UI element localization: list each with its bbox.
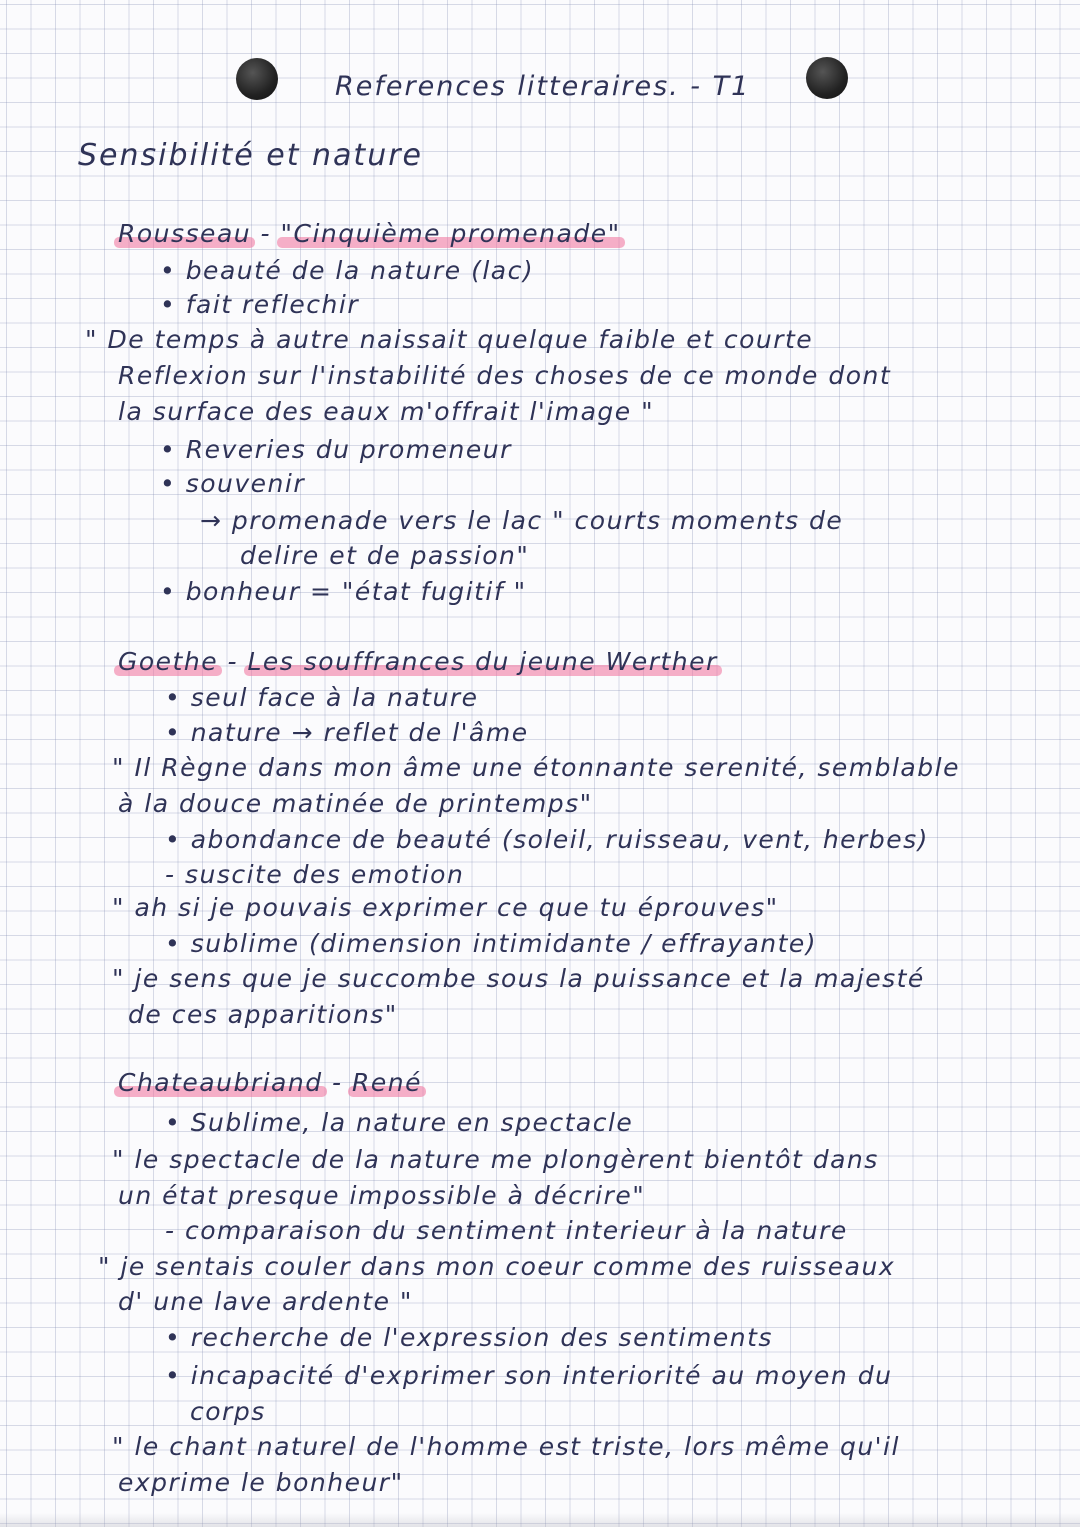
- quote-line: Reflexion sur l'instabilité des choses de ce monde dont: [118, 361, 892, 390]
- note-line: • abondance de beauté (soleil, ruisseau, vent, herbes): [165, 825, 929, 854]
- quote-line: " De temps à autre naissait quelque faible et courte: [85, 325, 814, 354]
- note-line: • souvenir: [160, 469, 306, 498]
- note-line: • Reveries du promeneur: [160, 435, 512, 464]
- note-line: - suscite des emotion: [165, 860, 465, 889]
- binder-hole-left: [236, 58, 278, 100]
- page-edge: [0, 1513, 1080, 1527]
- note-line: • Sublime, la nature en spectacle: [165, 1108, 634, 1137]
- section-heading: Sensibilité et nature: [78, 138, 424, 173]
- quote-line: " le chant naturel de l'homme est triste, lors même qu'il: [112, 1432, 900, 1461]
- quote-line: " je sens que je succombe sous la puissance et la majesté: [112, 964, 925, 993]
- note-line: • beauté de la nature (lac): [160, 256, 535, 285]
- note-line: • recherche de l'expression des sentiments: [165, 1323, 773, 1352]
- work-title: René: [352, 1068, 423, 1097]
- author-name: Chateaubriand: [118, 1068, 323, 1097]
- reference-title-chateaubriand: [118, 1068, 422, 1098]
- reference-title-goethe: [118, 647, 718, 677]
- quote-line: d' une lave ardente ": [118, 1287, 413, 1316]
- quote-line: un état presque impossible à décrire": [118, 1181, 646, 1210]
- note-line: delire et de passion": [240, 541, 530, 570]
- author-name: Goethe: [118, 647, 219, 676]
- author-name: Rousseau: [118, 219, 252, 248]
- note-line: - comparaison du sentiment interieur à la nature: [165, 1216, 848, 1245]
- note-line: • fait reflechir: [160, 290, 360, 319]
- quote-line: " Il Règne dans mon âme une étonnante serenité, semblable: [112, 753, 960, 782]
- note-line: • incapacité d'exprimer son interiorité au moyen du: [165, 1361, 893, 1390]
- quote-line: de ces apparitions": [128, 1000, 398, 1029]
- note-line: • sublime (dimension intimidante / effrayante): [165, 929, 818, 958]
- quote-line: à la douce matinée de printemps": [118, 789, 593, 818]
- reference-title-rousseau: [118, 219, 621, 249]
- title-separator: -: [322, 1068, 353, 1097]
- title-separator: -: [218, 647, 248, 676]
- quote-line: la surface des eaux m'offrait l'image ": [118, 397, 655, 426]
- quote-line: exprime le bonheur": [118, 1468, 404, 1497]
- work-title: Les souffrances du jeune Werther: [247, 647, 718, 676]
- note-line: • bonheur = "état fugitif ": [160, 577, 527, 606]
- note-line: → promenade vers le lac " courts moments de: [200, 506, 844, 535]
- page-title: References litteraires. - T1: [335, 71, 751, 102]
- binder-hole-right: [806, 57, 848, 99]
- note-line: • seul face à la nature: [165, 683, 479, 712]
- note-line: corps: [190, 1397, 266, 1426]
- note-line: • nature → reflet de l'âme: [165, 718, 529, 747]
- quote-line: " le spectacle de la nature me plongèrent bientôt dans: [112, 1145, 879, 1174]
- title-separator: -: [251, 219, 281, 248]
- work-title: "Cinquième promenade": [280, 219, 621, 248]
- quote-line: " je sentais couler dans mon coeur comme des ruisseaux: [98, 1252, 896, 1281]
- quote-line: " ah si je pouvais exprimer ce que tu éprouves": [112, 893, 779, 922]
